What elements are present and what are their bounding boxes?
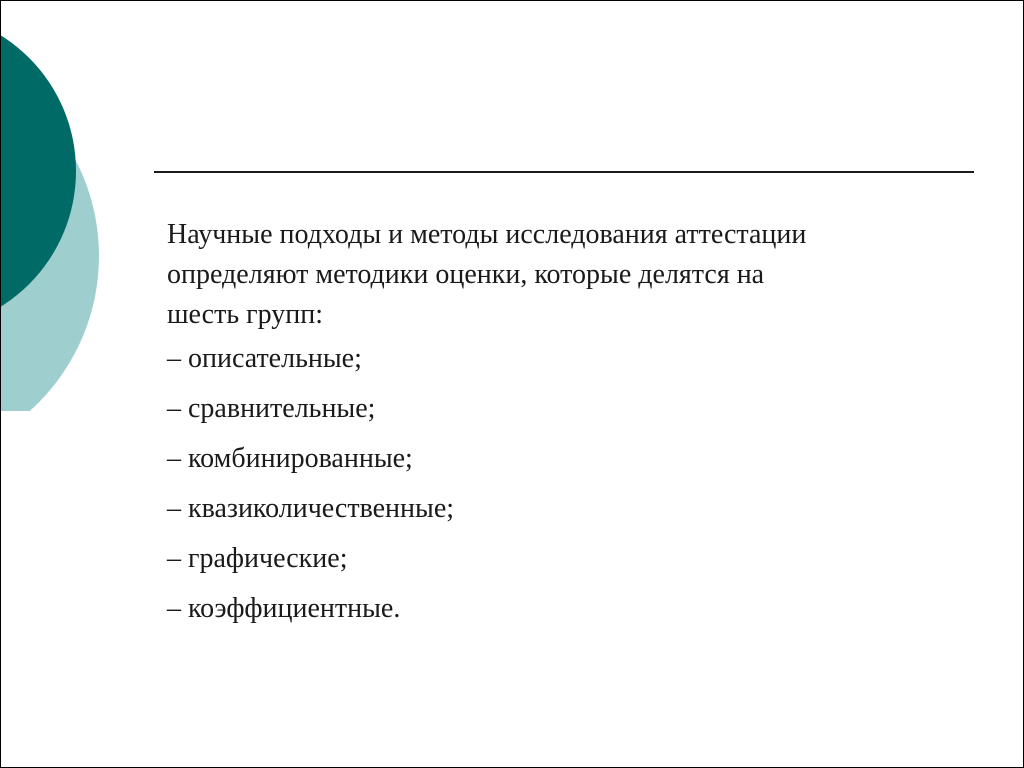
title-divider-line	[154, 171, 974, 173]
methods-list	[167, 342, 967, 625]
list-item: – квазиколичественные;	[167, 493, 455, 524]
slide-body	[167, 215, 967, 642]
intro-paragraph: Научные подходы и методы исследования аттестации определяют методики оценки, которые делятся на шесть групп:	[167, 219, 807, 330]
list-item: – графические;	[167, 543, 348, 574]
list-item: – коэффициентные.	[167, 593, 401, 624]
list-item: – сравнительные;	[167, 393, 376, 424]
list-item: – комбинированные;	[167, 443, 413, 474]
list-item: – описательные;	[167, 343, 362, 374]
decorative-circles	[1, 1, 111, 411]
